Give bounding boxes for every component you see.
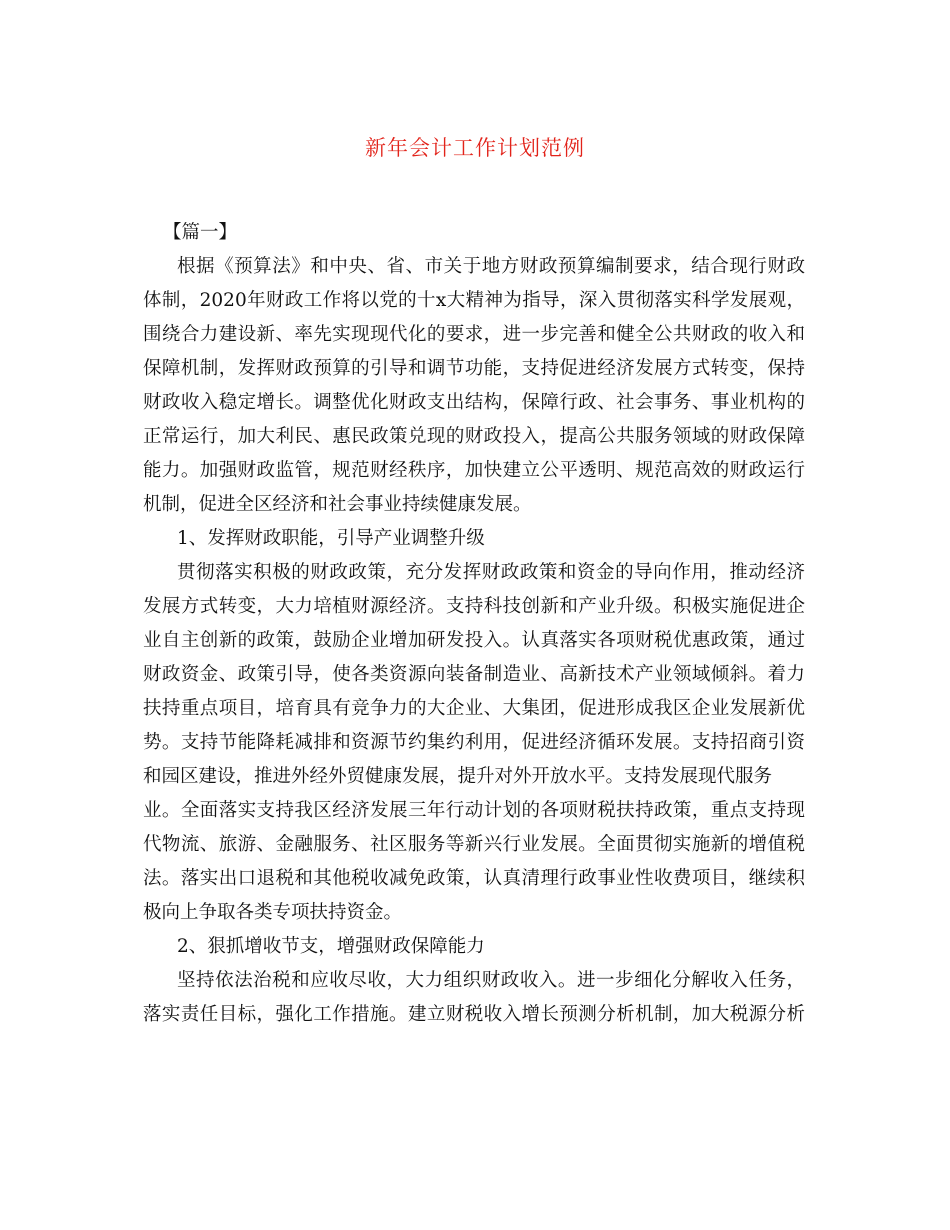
text-line: 极向上争取各类专项扶持资金。: [143, 902, 403, 923]
paragraph-industry: [143, 556, 805, 930]
text-line: 代物流、旅游、金融服务、社区服务等新兴行业发展。全面贯彻实施新的增值税: [143, 834, 805, 855]
text-line: 贯彻落实积极的财政政策，充分发挥财政政策和资金的导向作用，推动经济: [177, 562, 805, 583]
section-label: 【篇一】: [163, 222, 238, 243]
text-line: 机制，促进全区经济和社会事业持续健康发展。: [143, 494, 532, 515]
paragraph-intro: [143, 250, 805, 522]
text-line: 业自主创新的政策，鼓励企业增加研发投入。认真落实各项财税优惠政策，通过: [143, 630, 805, 651]
text-line: 财政收入稳定增长。调整优化财政支出结构，保障行政、社会事务、事业机构的: [143, 392, 805, 413]
text-line: 围绕合力建设新、率先实现现代化的要求，进一步完善和健全公共财政的收入和: [143, 324, 805, 345]
text-line: 落实责任目标，强化工作措施。建立财税收入增长预测分析机制，加大税源分析: [143, 1004, 805, 1025]
text-line: 业。全面落实支持我区经济发展三年行动计划的各项财税扶持政策，重点支持现: [143, 800, 805, 821]
text-line: 根据《预算法》和中央、省、市关于地方财政预算编制要求，结合现行财政: [177, 256, 805, 277]
text-line: 势。支持节能降耗减排和资源节约集约利用，促进经济循环发展。支持招商引资: [143, 732, 805, 753]
subheading-1: [143, 522, 805, 556]
text-line: 体制，2020年财政工作将以党的十x大精神为指导，深入贯彻落实科学发展观，: [143, 290, 805, 311]
document-body: [143, 216, 805, 1032]
text-line: 能力。加强财政监管，规范财经秩序，加快建立公平透明、规范高效的财政运行: [143, 460, 805, 481]
text-line: 正常运行，加大利民、惠民政策兑现的财政投入，提高公共服务领域的财政保障: [143, 426, 805, 447]
subheading-2: [143, 930, 805, 964]
text-line: 2、狠抓增收节支，增强财政保障能力: [177, 936, 485, 957]
text-line: 坚持依法治税和应收尽收，大力组织财政收入。进一步细化分解收入任务，: [177, 970, 805, 991]
text-line: 1、发挥财政职能，引导产业调整升级: [177, 528, 485, 549]
text-line: 和园区建设，推进外经外贸健康发展，提升对外开放水平。支持发展现代服务: [143, 766, 773, 787]
paragraph-revenue: [143, 964, 805, 1032]
document-title: 新年会计工作计划范例: [365, 136, 585, 160]
text-line: 法。落实出口退税和其他税收减免政策，认真清理行政事业性收费项目，继续积: [143, 868, 805, 889]
text-line: 发展方式转变，大力培植财源经济。支持科技创新和产业升级。积极实施促进企: [143, 596, 805, 617]
text-line: 保障机制，发挥财政预算的引导和调节功能，支持促进经济发展方式转变，保持: [143, 358, 805, 379]
text-line: 扶持重点项目，培育具有竞争力的大企业、大集团，促进形成我区企业发展新优: [143, 698, 805, 719]
text-line: 财政资金、政策引导，使各类资源向装备制造业、高新技术产业领域倾斜。着力: [143, 664, 805, 685]
